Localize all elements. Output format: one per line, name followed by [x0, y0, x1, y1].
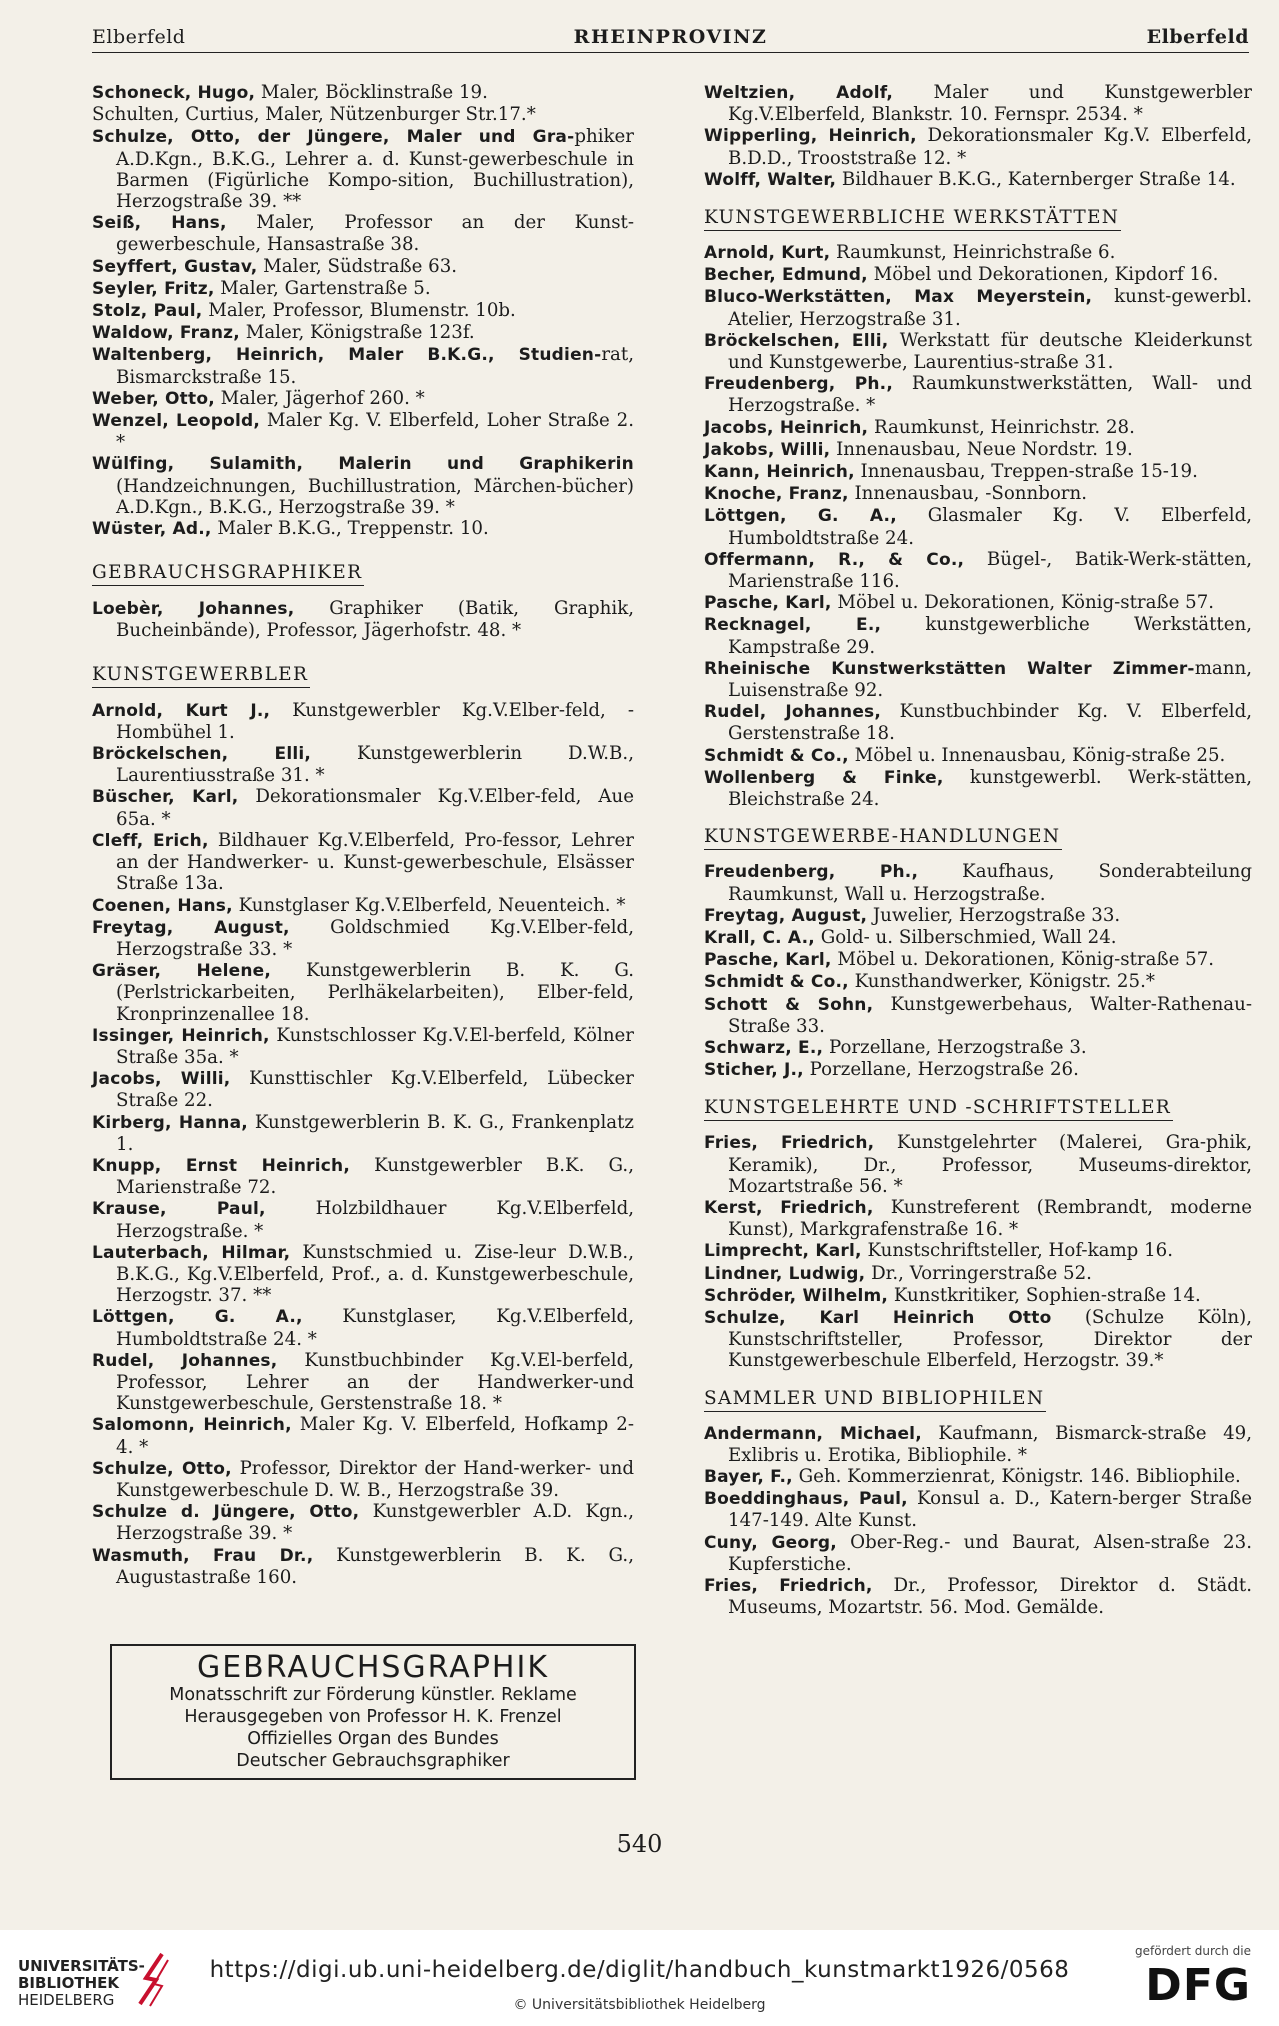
directory-entry: [92, 700, 634, 743]
entry-details: Bildhauer Kg.V.Elberfeld, Pro-fessor, Lehrer an der Handwerker- u. Kunst-gewerbeschule, Elsässer Straße 13a.: [116, 829, 634, 895]
entry-name: Schulze, Karl Heinrich Otto: [704, 1307, 1052, 1328]
advertisement-box: [110, 1644, 636, 1780]
entry-details: Kunsttischler Kg.V.Elberfeld, Lübecker Straße 22.: [116, 1068, 634, 1112]
entry-name: Wolff, Walter,: [704, 169, 837, 190]
directory-entry: [92, 126, 634, 212]
entry-name: Bayer, F.,: [704, 1466, 793, 1487]
ad-line-4: Deutscher Gebrauchsgraphiker: [236, 1751, 510, 1771]
entry-details: Kunstgewerblerin B. K. G., Frankenplatz 1.: [116, 1111, 634, 1155]
directory-entry: [92, 1414, 634, 1457]
entry-details: Möbel und Dekorationen, Kipdorf 16.: [867, 264, 1219, 286]
copyright-notice: © Universitätsbibliothek Heidelberg: [513, 1997, 766, 2013]
entry-name: Schulze d. Jüngere, Otto,: [92, 1502, 360, 1523]
section-heading: KUNSTGELEHRTE UND -SCHRIFTSTELLER: [704, 1097, 1173, 1121]
entry-name: Freudenberg, Ph.,: [704, 374, 893, 395]
entry-name: Stolz, Paul,: [92, 301, 203, 322]
entry-details: Konsul a. D., Katern-berger Straße 147-149. Alte Kunst.: [728, 1488, 1252, 1532]
entry-details: Professor, Direktor der Hand-werker- und Kunstgewerbeschule D. W. B., Herzogstraße 39.: [116, 1457, 634, 1501]
entry-details: Kaufmann, Bismarck-straße 49, Exlibris u. Erotika, Bibliophile. *: [728, 1422, 1252, 1466]
directory-entry: [704, 745, 1252, 767]
entry-details: Möbel u. Innenausbau, König-straße 25.: [848, 744, 1226, 766]
entry-name: Waltenberg, Heinrich, Maler B.K.G., Studien-: [92, 345, 602, 366]
entry-name: Löttgen, G. A.,: [92, 1307, 303, 1328]
entry-details: Dekorationsmaler Kg.V.Elber-feld, Aue 65a. *: [116, 786, 634, 830]
entry-details: Kunstkritiker, Sophien-straße 14.: [888, 1284, 1201, 1306]
directory-entry: [92, 104, 634, 126]
entry-name: Knoche, Franz,: [704, 484, 849, 505]
directory-entry: [704, 1532, 1252, 1575]
entry-name: Coenen, Hans,: [92, 895, 233, 916]
entry-name: Bluco-Werkstätten, Max Meyerstein,: [704, 287, 1093, 308]
entry-details: Dr., Vorringerstraße 52.: [865, 1262, 1092, 1284]
entry-details: Kunstglaser, Kg.V.Elberfeld, Humboldtstraße 24. *: [116, 1306, 634, 1350]
entry-name: Kerst, Friedrich,: [704, 1197, 874, 1218]
directory-entry: [704, 125, 1252, 168]
library-line-2: BIBLIOTHEK: [18, 1974, 119, 1992]
entry-details: Werkstatt für deutsche Kleiderkunst und Kunstgewerbe, Laurentius-straße 31.: [728, 329, 1253, 374]
ad-line-1: Monatsschrift zur Förderung künstler. Reklame: [169, 1685, 577, 1705]
entry-details: Maler, Professor, Blumenstr. 10b.: [202, 300, 516, 322]
entry-details: Kunstgewerbehaus, Walter-Rathenau-Straße 33.: [728, 993, 1252, 1037]
entry-details: Maler B.K.G., Treppenstr. 10.: [211, 518, 489, 540]
entry-name: Lauterbach, Hilmar,: [92, 1242, 291, 1263]
entry-name: Pasche, Karl,: [704, 950, 832, 971]
directory-entry: [92, 1025, 634, 1068]
entry-details: Innenausbau, -Sonnborn.: [848, 483, 1087, 505]
entry-name: Jacobs, Heinrich,: [704, 417, 869, 438]
entry-name: Pasche, Karl,: [704, 593, 832, 614]
entry-details: mann, Luisenstraße 92.: [728, 657, 1252, 702]
directory-entry: [92, 1458, 634, 1501]
entry-name: Wenzel, Leopold,: [92, 411, 260, 432]
entry-name: Cleff, Erich,: [92, 830, 209, 851]
entry-details: Kunstgewerblerin D.W.B., Laurentiusstraße 31. *: [116, 743, 634, 787]
entry-details: Raumkunst, Heinrichstraße 6.: [830, 242, 1116, 264]
entry-details: Maler, Jägerhof 260. *: [214, 387, 425, 409]
entry-name: Rudel, Johannes,: [92, 1350, 278, 1371]
entry-name: Krall, C. A.,: [704, 927, 815, 948]
library-line-3: HEIDELBERG: [18, 1991, 115, 2009]
entry-details: Graphiker (Batik, Graphik, Bucheinbände), Professor, Jägerhofstr. 48. *: [116, 598, 634, 642]
ad-line-2: Herausgegeben von Professor H. K. Frenzel: [184, 1707, 562, 1727]
directory-entry: [92, 344, 634, 387]
entry-name: Fries, Friedrich,: [704, 1575, 873, 1596]
directory-entry: [704, 927, 1252, 949]
funding-note: gefördert durch die: [1135, 1944, 1251, 1958]
directory-entry: [92, 1155, 634, 1198]
directory-entry: [92, 410, 634, 453]
entry-name: Seiß, Hans,: [92, 213, 227, 234]
directory-entry: [704, 1263, 1252, 1285]
directory-entry: [92, 278, 634, 300]
entry-details: Kunstschriftsteller, Hof-kamp 16.: [861, 1240, 1174, 1262]
section-heading: KUNSTGEWERBLICHE WERKSTÄTTEN: [704, 207, 1121, 231]
entry-details: Maler, Gartenstraße 5.: [214, 277, 431, 299]
entry-name: Weltzien, Adolf,: [704, 83, 894, 103]
entry-name: Freytag, August,: [92, 917, 290, 938]
directory-entry: [704, 1423, 1252, 1466]
entry-details: Maler, Südstraße 63.: [257, 255, 458, 277]
directory-entry: [704, 767, 1252, 810]
entry-name: Krause, Paul,: [92, 1199, 266, 1220]
entry-name: Andermann, Michael,: [704, 1423, 922, 1444]
dfg-logo: DFG: [1145, 1960, 1251, 2011]
directory-entry: [704, 1466, 1252, 1488]
entry-details: Glasmaler Kg. V. Elberfeld, Humboldtstraße 24.: [728, 505, 1252, 549]
entry-name: Wüster, Ad.,: [92, 519, 212, 540]
entry-details: Schulten, Curtius, Maler, Nützenburger Str.17.*: [92, 104, 536, 126]
entry-details: Kunstgewerbler Kg.V.Elber-feld, -Hombühel 1.: [116, 699, 634, 743]
entry-details: Maler Kg. V. Elberfeld, Hofkamp 2-4. *: [116, 1414, 634, 1458]
entry-name: Loebèr, Johannes,: [92, 599, 295, 620]
directory-entry: [92, 598, 634, 641]
directory-entry: [704, 614, 1252, 657]
entry-details: Geh. Kommerzienrat, Königstr. 146. Bibliophile.: [792, 1465, 1241, 1487]
entry-name: Fries, Friedrich,: [704, 1133, 875, 1154]
entry-details: phiker A.D.Kgn., B.K.G., Lehrer a. d. Kunst-gewerbeschule in Barmen (Figürliche Kompo-sition, Buchillustration), Herzogstraße 39. **: [116, 126, 634, 213]
entry-details: Kunsthandwerker, Königstr. 25.*: [848, 971, 1155, 993]
header-center: RHEINPROVINZ: [573, 26, 768, 48]
ad-line-3: Offizielles Organ des Bundes: [247, 1729, 499, 1749]
directory-entry: [92, 1545, 634, 1588]
directory-entry: [704, 1285, 1252, 1307]
section-heading: KUNSTGEWERBE-HANDLUNGEN: [704, 826, 1062, 850]
entry-name: Sticher, J.,: [704, 1060, 804, 1081]
entry-name: Schröder, Wilhelm,: [704, 1285, 889, 1306]
directory-entry: [704, 1132, 1252, 1197]
entry-details: Gold- u. Silberschmied, Wall 24.: [814, 926, 1117, 948]
directory-entry: [704, 242, 1252, 264]
entry-name: Boeddinghaus, Paul,: [704, 1489, 908, 1510]
directory-entry: [92, 453, 634, 518]
entry-details: Innenausbau, Neue Nordstr. 19.: [830, 438, 1133, 460]
entry-name: Schmidt & Co.,: [704, 972, 849, 993]
directory-entry: [704, 461, 1252, 483]
directory-entry: [704, 169, 1252, 191]
directory-entry: [704, 905, 1252, 927]
entry-name: Gräser, Helene,: [92, 961, 272, 982]
directory-entry: [704, 439, 1252, 461]
section-heading-wrap: [704, 191, 1252, 242]
section-heading: KUNSTGEWERBLER: [92, 664, 310, 688]
entry-details: Bügel-, Batik-Werk-stätten, Marienstraße 116.: [728, 548, 1252, 593]
entry-details: Ober-Reg.- und Baurat, Alsen-straße 23. Kupferstiche.: [728, 1531, 1252, 1575]
entry-name: Waldow, Franz,: [92, 323, 240, 344]
section-heading-wrap: [704, 1372, 1252, 1423]
entry-name: Knupp, Ernst Heinrich,: [92, 1155, 351, 1176]
entry-details: Raumkunst, Heinrichstr. 28.: [868, 416, 1135, 438]
entry-details: Goldschmied Kg.V.Elber-feld, Herzogstraße 33. *: [116, 916, 634, 960]
entry-details: Kunstgewerblerin B. K. G. (Perlstrickarbeiten, Perlhäkelarbeiten), Elber-feld, Kronprinzenallee 18.: [116, 960, 634, 1025]
right-column: [704, 82, 1252, 1618]
directory-entry: [92, 1242, 634, 1307]
entry-name: Jacobs, Willi,: [92, 1069, 231, 1090]
directory-entry: [704, 373, 1252, 416]
entry-details: Maler, Königstraße 123f.: [239, 322, 475, 344]
entry-details: Kunstglaser Kg.V.Elberfeld, Neuenteich. *: [232, 894, 626, 916]
entry-details: rat, Bismarckstraße 15.: [116, 344, 634, 388]
entry-name: Löttgen, G. A.,: [704, 506, 897, 527]
entry-details: Innenausbau, Treppen-straße 15-19.: [854, 461, 1198, 483]
directory-entry: [92, 82, 634, 104]
entry-details: (Schulze Köln), Kunstschriftsteller, Professor, Direktor der Kunstgewerbeschule Elberfeld, Herzogstr. 39.*: [728, 1306, 1252, 1372]
directory-entry: [92, 917, 634, 960]
entry-name: Seyler, Fritz,: [92, 278, 215, 299]
entry-name: Freudenberg, Ph.,: [704, 862, 919, 883]
entry-name: Kann, Heinrich,: [704, 462, 855, 483]
entry-details: Juwelier, Herzogstraße 33.: [867, 904, 1121, 926]
entry-details: kunst-gewerbl. Atelier, Herzogstraße 31.: [728, 286, 1252, 330]
directory-entry: [92, 1112, 634, 1155]
directory-entry: [704, 1307, 1252, 1372]
directory-entry: [704, 286, 1252, 329]
directory-entry: [704, 1059, 1252, 1081]
source-url-link[interactable]: https://digi.ub.uni-heidelberg.de/diglit/handbuch_kunstmarkt1926/0568: [209, 1957, 1070, 1983]
entry-name: Schmidt & Co.,: [704, 745, 849, 766]
viewer-footer: [0, 1930, 1279, 2026]
directory-entry: [92, 212, 634, 255]
header-right: Elberfeld: [1146, 26, 1249, 48]
directory-entry: [704, 861, 1252, 904]
entry-name: Schulze, Otto, der Jüngere, Maler und Gra-: [92, 127, 575, 148]
entry-name: Recknagel, E.,: [704, 615, 882, 636]
directory-entry: [92, 960, 634, 1025]
entry-details: kunstgewerbl. Werk-stätten, Bleichstraße 24.: [728, 766, 1252, 811]
entry-details: Maler, Böcklinstraße 19.: [255, 82, 488, 103]
entry-name: Cuny, Georg,: [704, 1532, 837, 1553]
directory-entry: [704, 330, 1252, 373]
entry-details: Kunstschmied u. Zise-leur D.W.B., B.K.G., Kg.V.Elberfeld, Prof., a. d. Kunstgewerbeschule, Herzogstr. 37. **: [116, 1241, 634, 1307]
entry-details: Maler und Kunstgewerbler Kg.V.Elberfeld, Blankstr. 10. Fernspr. 2534. *: [728, 82, 1252, 126]
directory-entry: [704, 701, 1252, 744]
directory-entry: [704, 592, 1252, 614]
entry-name: Wipperling, Heinrich,: [704, 126, 917, 147]
directory-entry: [704, 949, 1252, 971]
directory-entry: [704, 1488, 1252, 1531]
entry-details: Porzellane, Herzogstraße 26.: [803, 1059, 1079, 1081]
directory-entry: [92, 1350, 634, 1415]
directory-entry: [704, 1240, 1252, 1262]
entry-details: Kunstgewerbler A.D. Kgn., Herzogstraße 39. *: [116, 1501, 634, 1545]
section-heading-wrap: [92, 540, 634, 598]
entry-name: Jakobs, Willi,: [704, 439, 831, 460]
directory-entry: [704, 994, 1252, 1037]
entry-details: Dr., Professor, Direktor d. Städt. Museums, Mozartstr. 56. Mod. Gemälde.: [728, 1574, 1253, 1619]
ad-title: GEBRAUCHSGRAPHIK: [196, 1650, 549, 1685]
entry-details: Möbel u. Dekorationen, König-straße 57.: [831, 949, 1215, 971]
directory-entry: [704, 1575, 1252, 1618]
entry-name: Issinger, Heinrich,: [92, 1025, 270, 1046]
entry-name: Rudel, Johannes,: [704, 702, 882, 723]
entry-name: Arnold, Kurt,: [704, 243, 831, 264]
entry-name: Limprecht, Karl,: [704, 1241, 862, 1262]
directory-entry: [704, 505, 1252, 548]
entry-details: Porzellane, Herzogstraße 3.: [823, 1036, 1087, 1058]
entry-details: Holzbildhauer Kg.V.Elberfeld, Herzogstraße. *: [116, 1198, 634, 1242]
section-heading-wrap: [704, 810, 1252, 861]
directory-entry: [92, 786, 634, 829]
entry-details: Kaufhaus, Sonderabteilung Raumkunst, Wall u. Herzogstraße.: [728, 861, 1252, 905]
directory-entry: [704, 264, 1252, 286]
directory-entry: [92, 322, 634, 344]
section-heading: GEBRAUCHSGRAPHIKER: [92, 562, 364, 586]
entry-name: Rheinische Kunstwerkstätten Walter Zimmer-: [704, 658, 1195, 679]
entry-details: Raumkunstwerkstätten, Wall- und Herzogstraße. *: [728, 373, 1252, 417]
directory-entry: [92, 300, 634, 322]
section-heading: SAMMLER UND BIBLIOPHILEN: [704, 1388, 1046, 1412]
entry-name: Schulze, Otto,: [92, 1458, 232, 1479]
entry-details: Möbel u. Dekorationen, König-straße 57.: [831, 592, 1215, 614]
directory-entry: [704, 417, 1252, 439]
entry-details: Kunstreferent (Rembrandt, moderne Kunst), Markgrafenstraße 16. *: [728, 1196, 1252, 1241]
entry-name: Lindner, Ludwig,: [704, 1263, 866, 1284]
directory-entry: [92, 518, 634, 540]
directory-entry: [704, 971, 1252, 993]
page-number: 540: [616, 1830, 663, 1858]
directory-entry: [92, 1068, 634, 1111]
entry-name: Bröckelschen, Elli,: [92, 744, 312, 765]
section-heading-wrap: [92, 642, 634, 700]
directory-entry: [92, 895, 634, 917]
entry-details: Kunstbuchbinder Kg.V.El-berfeld, Professor, Lehrer an der Handwerker-und Kunstgewerbeschule, Gerstenstraße 18. *: [116, 1349, 635, 1415]
entry-name: Becher, Edmund,: [704, 265, 868, 286]
directory-entry: [704, 82, 1252, 125]
left-column: [92, 82, 634, 1588]
entry-name: Wollenberg & Finke,: [704, 767, 944, 788]
entry-name: Kirberg, Hanna,: [92, 1112, 248, 1133]
entry-name: Freytag, August,: [704, 905, 868, 926]
entry-details: Maler, Professor an der Kunst-gewerbeschule, Hansastraße 38.: [116, 212, 634, 256]
directory-entry: [704, 1037, 1252, 1059]
directory-entry: [704, 658, 1252, 701]
entry-name: Büscher, Karl,: [92, 787, 239, 808]
entry-details: Kunstbuchbinder Kg. V. Elberfeld, Gerstenstraße 18.: [728, 701, 1252, 745]
library-line-1: UNIVERSITÄTS-: [18, 1957, 145, 1975]
header-left: Elberfeld: [92, 26, 186, 48]
directory-entry: [704, 549, 1252, 592]
entry-name: Salomonn, Heinrich,: [92, 1415, 292, 1436]
directory-entry: [92, 1501, 634, 1544]
section-heading-wrap: [704, 1081, 1252, 1132]
entry-name: Schwarz, E.,: [704, 1037, 824, 1058]
directory-entry: [92, 256, 634, 278]
directory-entry: [92, 1306, 634, 1349]
entry-name: Schoneck, Hugo,: [92, 83, 256, 103]
directory-entry: [704, 483, 1252, 505]
directory-entry: [704, 1197, 1252, 1240]
entry-details: kunstgewerbliche Werkstätten, Kampstraße 29.: [728, 614, 1252, 658]
entry-details: Kunstgelehrter (Malerei, Gra-phik, Keramik), Dr., Professor, Museums-direktor, Mozartstraße 56. *: [728, 1132, 1252, 1197]
entry-details: Dekorationsmaler Kg.V. Elberfeld, B.D.D., Trooststraße 12. *: [728, 125, 1252, 169]
entry-name: Seyffert, Gustav,: [92, 256, 258, 277]
entry-details: Kunstschlosser Kg.V.El-berfeld, Kölner Straße 35a. *: [116, 1024, 634, 1068]
entry-details: Maler Kg. V. Elberfeld, Loher Straße 2. *: [116, 410, 634, 454]
entry-name: Wasmuth, Frau Dr.,: [92, 1545, 314, 1566]
entry-name: Arnold, Kurt J.,: [92, 700, 271, 721]
running-header: [92, 26, 1249, 53]
entry-details: Bildhauer B.K.G., Katernberger Straße 14.: [836, 168, 1236, 190]
entry-details: Kunstgewerbler B.K. G., Marienstraße 72.: [116, 1154, 634, 1199]
entry-name: Offermann, R., & Co.,: [704, 549, 965, 570]
entry-details: (Handzeichnungen, Buchillustration, Märchen-bücher) A.D.Kgn., B.K.G., Herzogstraße 39. *: [116, 475, 634, 518]
directory-entry: [92, 830, 634, 895]
entry-name: Schott & Sohn,: [704, 994, 874, 1015]
entry-details: Kunstgewerblerin B. K. G., Augustastraße 160.: [116, 1544, 634, 1588]
entry-name: Wülfing, Sulamith, Malerin und Graphikerin: [92, 454, 634, 475]
entry-name: Bröckelschen, Elli,: [704, 330, 889, 351]
directory-entry: [92, 743, 634, 786]
directory-entry: [92, 1198, 634, 1241]
entry-name: Weber, Otto,: [92, 388, 215, 409]
directory-entry: [92, 388, 634, 410]
